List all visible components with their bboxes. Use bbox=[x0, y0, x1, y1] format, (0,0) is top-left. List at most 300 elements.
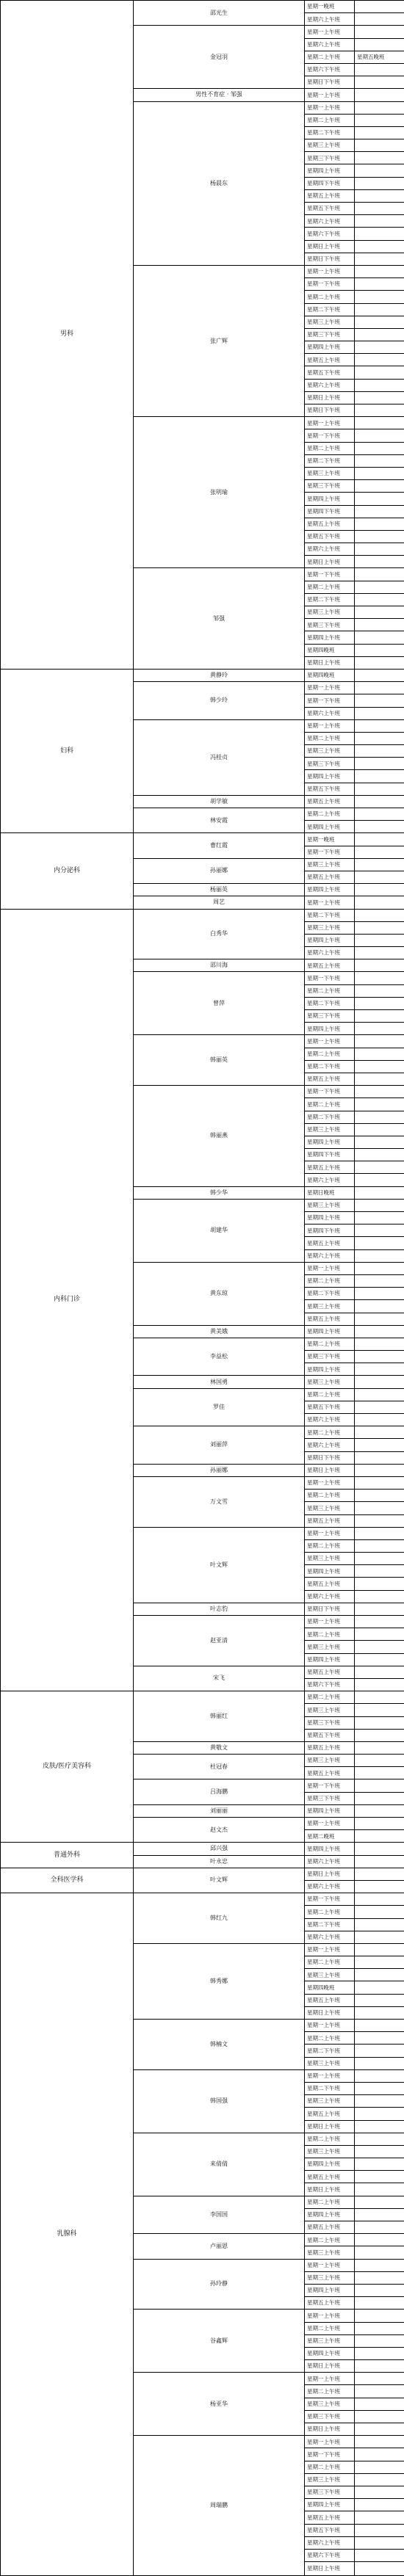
shift-cell: 星期二上午班 bbox=[305, 442, 355, 454]
shift-cell: 星期日下午班 bbox=[305, 1451, 355, 1464]
doctor-cell: 杨亚华 bbox=[134, 2373, 305, 2436]
empty-cell bbox=[355, 2297, 404, 2310]
schedule-row bbox=[1, 669, 404, 681]
shift-cell: 星期四下午班 bbox=[305, 1149, 355, 1161]
shift-cell: 星期日上午班 bbox=[305, 391, 355, 404]
doctor-cell: 韩红九 bbox=[134, 1893, 305, 1944]
shift-cell: 星期四上午班 bbox=[305, 2284, 355, 2296]
shift-cell: 星期一上午班 bbox=[305, 2373, 355, 2385]
doctor-cell: 叶文辉 bbox=[134, 1527, 305, 1603]
shift-cell: 星期二上午班 bbox=[305, 2322, 355, 2334]
shift-cell: 星期一下午班 bbox=[305, 1893, 355, 1906]
empty-cell bbox=[355, 2334, 404, 2347]
empty-cell bbox=[355, 1300, 404, 1313]
shift-cell: 星期二上午班 bbox=[305, 1426, 355, 1439]
empty-cell bbox=[355, 694, 404, 707]
empty-cell bbox=[355, 1262, 404, 1274]
empty-cell bbox=[355, 291, 404, 303]
shift-cell: 星期五上午班 bbox=[305, 1666, 355, 1678]
empty-cell bbox=[355, 2145, 404, 2158]
shift-cell: 星期一上午班 bbox=[305, 26, 355, 38]
empty-cell bbox=[355, 581, 404, 593]
empty-cell bbox=[355, 2322, 404, 2334]
empty-cell bbox=[355, 328, 404, 341]
empty-cell bbox=[355, 1641, 404, 1653]
shift-cell: 星期五上午班 bbox=[305, 1237, 355, 1249]
shift-cell: 星期日上午班 bbox=[305, 2562, 355, 2576]
doctor-cell: 冯桂贞 bbox=[134, 719, 305, 795]
empty-cell bbox=[355, 429, 404, 442]
empty-cell bbox=[355, 1490, 404, 1502]
empty-cell bbox=[355, 240, 404, 253]
empty-cell bbox=[355, 2095, 404, 2108]
empty-cell bbox=[355, 1414, 404, 1426]
empty-cell bbox=[355, 1691, 404, 1704]
empty-cell bbox=[355, 2133, 404, 2145]
shift-cell: 星期一下午班 bbox=[305, 278, 355, 291]
shift-cell: 星期五上午班 bbox=[305, 795, 355, 808]
shift-cell: 星期六上午班 bbox=[305, 38, 355, 51]
empty-cell bbox=[355, 1539, 404, 1552]
shift-cell: 星期五上午班 bbox=[305, 1514, 355, 1527]
shift-cell: 星期四上午班 bbox=[305, 770, 355, 783]
empty-cell bbox=[355, 1199, 404, 1211]
shift-cell: 星期六上午班 bbox=[305, 1414, 355, 1426]
department-cell: 全科医学科 bbox=[1, 1868, 134, 1893]
shift-cell: 星期四上午班 bbox=[305, 1653, 355, 1666]
empty-cell bbox=[355, 1716, 404, 1729]
empty-cell bbox=[355, 1086, 404, 1098]
shift-cell: 星期三下午班 bbox=[305, 1010, 355, 1023]
shift-cell: 星期日晚班 bbox=[305, 1186, 355, 1199]
shift-cell: 星期三上午班 bbox=[305, 1502, 355, 1514]
empty-cell bbox=[355, 1351, 404, 1363]
empty-cell bbox=[355, 341, 404, 354]
shift-cell: 星期四上午班 bbox=[305, 2499, 355, 2511]
empty-cell bbox=[355, 644, 404, 656]
shift-cell: 星期四上午班 bbox=[305, 884, 355, 896]
empty-cell bbox=[355, 164, 404, 177]
shift-cell: 星期三上午班 bbox=[305, 2145, 355, 2158]
shift-cell: 星期三上午班 bbox=[305, 467, 355, 479]
shift-cell: 星期三上午班 bbox=[305, 2095, 355, 2108]
empty-cell bbox=[355, 1288, 404, 1300]
empty-cell bbox=[355, 656, 404, 669]
shift-cell: 星期日上午班 bbox=[305, 656, 355, 669]
doctor-cell: 胡建华 bbox=[134, 1199, 305, 1262]
doctor-cell: 刘丽萍 bbox=[134, 1426, 305, 1465]
empty-cell bbox=[355, 152, 404, 164]
empty-cell bbox=[355, 2410, 404, 2423]
empty-cell bbox=[355, 2436, 404, 2448]
empty-cell bbox=[355, 947, 404, 959]
shift-cell: 星期三下午班 bbox=[305, 328, 355, 341]
doctor-cell: 刘丽丽 bbox=[134, 1804, 305, 1817]
doctor-cell: 谷鑫辉 bbox=[134, 2310, 305, 2373]
shift-cell: 星期三上午班 bbox=[305, 1755, 355, 1767]
empty-cell bbox=[355, 606, 404, 619]
empty-cell bbox=[355, 2045, 404, 2057]
empty-cell bbox=[355, 543, 404, 556]
shift-cell: 星期二上午班 bbox=[305, 114, 355, 126]
empty-cell bbox=[355, 303, 404, 316]
shift-cell: 星期一上午班 bbox=[305, 1476, 355, 1489]
shift-cell: 星期二上午班 bbox=[305, 2461, 355, 2473]
shift-cell: 星期二上午班 bbox=[305, 2234, 355, 2246]
empty-cell bbox=[355, 2082, 404, 2094]
doctor-cell: 万文雪 bbox=[134, 1476, 305, 1527]
empty-cell bbox=[355, 1628, 404, 1641]
empty-cell bbox=[355, 203, 404, 215]
shift-cell: 星期一上午班 bbox=[305, 682, 355, 694]
empty-cell bbox=[355, 1666, 404, 1678]
shift-cell: 星期一下午班 bbox=[305, 972, 355, 984]
doctor-cell: 黄静玲 bbox=[134, 669, 305, 681]
empty-cell bbox=[355, 1678, 404, 1691]
empty-cell bbox=[355, 984, 404, 997]
doctor-cell: 来倩倩 bbox=[134, 2133, 305, 2196]
shift-cell: 星期二下午班 bbox=[305, 2045, 355, 2057]
doctor-cell: 孙丽娜 bbox=[134, 858, 305, 883]
shift-cell: 星期二上午班 bbox=[305, 1628, 355, 1641]
empty-cell bbox=[355, 316, 404, 328]
shift-cell: 星期四上午班 bbox=[305, 631, 355, 644]
doctor-cell: 李国国 bbox=[134, 2196, 305, 2234]
shift-cell: 星期二上午班 bbox=[305, 2133, 355, 2145]
empty-cell bbox=[355, 1174, 404, 1186]
department-cell: 皮肤/医疗美容科 bbox=[1, 1691, 134, 1843]
empty-cell bbox=[355, 1918, 404, 1931]
shift-cell: 星期一上午班 bbox=[305, 2310, 355, 2322]
empty-cell bbox=[355, 2234, 404, 2246]
shift-cell: 星期六下午班 bbox=[305, 63, 355, 76]
shift-cell: 星期六上午班 bbox=[305, 1590, 355, 1603]
empty-cell bbox=[355, 2196, 404, 2208]
empty-cell bbox=[355, 2473, 404, 2486]
empty-cell bbox=[355, 354, 404, 366]
shift-cell: 星期一上午班 bbox=[305, 1035, 355, 1048]
empty-cell bbox=[355, 669, 404, 681]
doctor-cell: 杨晨东 bbox=[134, 101, 305, 265]
shift-cell: 星期日下午班 bbox=[305, 253, 355, 265]
shift-cell: 星期四上午班 bbox=[305, 1804, 355, 1817]
empty-cell bbox=[355, 189, 404, 202]
empty-cell bbox=[355, 2499, 404, 2511]
shift-cell: 星期日上午班 bbox=[305, 2183, 355, 2196]
empty-cell bbox=[355, 1779, 404, 1792]
empty-cell bbox=[355, 89, 404, 101]
empty-cell bbox=[355, 442, 404, 454]
shift-cell: 星期三下午班 bbox=[305, 2486, 355, 2498]
doctor-cell: 林安霞 bbox=[134, 808, 305, 833]
shift-cell: 星期六上午班 bbox=[305, 947, 355, 959]
empty-cell bbox=[355, 1212, 404, 1224]
shift-cell: 星期三上午班 bbox=[305, 745, 355, 758]
shift-cell: 星期三上午班 bbox=[305, 1300, 355, 1313]
shift-cell: 星期三下午班 bbox=[305, 1351, 355, 1363]
empty-cell bbox=[355, 707, 404, 719]
doctor-cell: 罗佳 bbox=[134, 1388, 305, 1426]
shift-cell: 星期一上午班 bbox=[305, 101, 355, 114]
empty-cell bbox=[355, 2120, 404, 2133]
shift-cell: 星期二上午班 bbox=[305, 1274, 355, 1287]
doctor-cell: 叶志豹 bbox=[134, 1603, 305, 1615]
shift-cell: 星期一上午班 bbox=[305, 719, 355, 732]
shift-cell: 星期三下午班 bbox=[305, 1716, 355, 1729]
shift-cell: 星期四上午班 bbox=[305, 2347, 355, 2359]
shift-cell: 星期四上午班 bbox=[305, 1325, 355, 1338]
empty-cell bbox=[355, 858, 404, 871]
shift-cell: 星期五上午班 bbox=[305, 1741, 355, 1754]
empty-cell bbox=[355, 1880, 404, 1893]
shift-cell: 星期二上午班 bbox=[305, 51, 355, 63]
shift-cell: 星期日下午班 bbox=[305, 404, 355, 417]
department-cell: 普通外科 bbox=[1, 1843, 134, 1868]
empty-cell bbox=[355, 114, 404, 126]
empty-cell bbox=[355, 1476, 404, 1489]
doctor-cell: 韩国强 bbox=[134, 2069, 305, 2133]
empty-cell bbox=[355, 391, 404, 404]
shift-cell: 星期五上午班 bbox=[305, 354, 355, 366]
shift-cell: 星期三下午班 bbox=[305, 619, 355, 631]
shift-cell: 星期三上午班 bbox=[305, 2057, 355, 2069]
empty-cell bbox=[355, 1893, 404, 1906]
empty-cell bbox=[355, 1603, 404, 1615]
shift-cell: 星期五下午班 bbox=[305, 203, 355, 215]
doctor-cell: 孙丽娜 bbox=[134, 1464, 305, 1476]
empty-cell bbox=[355, 1136, 404, 1148]
shift-cell: 星期日下午班 bbox=[305, 1603, 355, 1615]
shift-cell: 星期二上午班 bbox=[305, 2032, 355, 2045]
shift-cell: 星期三下午班 bbox=[305, 152, 355, 164]
shift-cell: 星期日上午班 bbox=[305, 2423, 355, 2436]
shift-cell: 星期一上午班 bbox=[305, 1818, 355, 1830]
shift-cell: 星期五上午班 bbox=[305, 959, 355, 972]
shift-cell: 星期一下午班 bbox=[305, 429, 355, 442]
shift-cell: 星期日上午班 bbox=[305, 1868, 355, 1880]
shift-cell: 星期日上午班 bbox=[305, 1464, 355, 1476]
department-cell: 乳腺科 bbox=[1, 1893, 134, 2576]
shift-cell: 星期二上午班 bbox=[305, 984, 355, 997]
shift-cell: 星期二上午班 bbox=[305, 1956, 355, 1969]
shift-cell: 星期四上午班 bbox=[305, 1212, 355, 1224]
shift-cell: 星期日上午班 bbox=[305, 2006, 355, 2019]
empty-cell bbox=[355, 366, 404, 379]
empty-cell bbox=[355, 1325, 404, 1338]
shift-cell: 星期日上午班 bbox=[305, 240, 355, 253]
shift-cell: 星期五上午班 bbox=[305, 1073, 355, 1085]
shift-cell: 星期五上午班 bbox=[305, 1313, 355, 1325]
shift-cell: 星期四上午班 bbox=[305, 821, 355, 833]
empty-cell bbox=[355, 13, 404, 26]
shift-cell: 星期六上午班 bbox=[305, 543, 355, 556]
shift-cell: 星期二下午班 bbox=[305, 126, 355, 139]
empty-cell bbox=[355, 1035, 404, 1048]
shift-cell: 星期五下午班 bbox=[305, 366, 355, 379]
shift-cell: 星期三下午班 bbox=[305, 2410, 355, 2423]
empty-cell bbox=[355, 1388, 404, 1401]
empty-cell bbox=[355, 2486, 404, 2498]
empty-cell bbox=[355, 2020, 404, 2032]
doctor-cell: 曾萍 bbox=[134, 972, 305, 1035]
shift-cell: 星期三下午班 bbox=[305, 1792, 355, 1804]
doctor-cell: 周瑞鹏 bbox=[134, 2436, 305, 2576]
empty-cell bbox=[355, 1313, 404, 1325]
doctor-cell: 白秀华 bbox=[134, 909, 305, 959]
empty-cell bbox=[355, 745, 404, 758]
empty-cell bbox=[355, 997, 404, 1009]
empty-cell bbox=[355, 2032, 404, 2045]
empty-cell bbox=[355, 2347, 404, 2359]
shift-cell: 星期日上午班 bbox=[305, 2360, 355, 2373]
shift-cell: 星期三上午班 bbox=[305, 2334, 355, 2347]
empty-cell bbox=[355, 1830, 404, 1843]
doctor-cell: 杨丽英 bbox=[134, 884, 305, 896]
shift-cell: 星期六上午班 bbox=[305, 215, 355, 228]
empty-cell bbox=[355, 2511, 404, 2524]
empty-cell bbox=[355, 1439, 404, 1451]
empty-cell bbox=[355, 379, 404, 391]
shift-cell: 星期五晚班 bbox=[355, 51, 404, 63]
shift-cell: 星期六下午班 bbox=[305, 228, 355, 240]
shift-cell: 星期二上午班 bbox=[305, 581, 355, 593]
shift-cell: 星期四上午班 bbox=[305, 934, 355, 946]
empty-cell bbox=[355, 417, 404, 429]
empty-cell bbox=[355, 2448, 404, 2461]
empty-cell bbox=[355, 2360, 404, 2373]
shift-cell: 星期五上午班 bbox=[305, 1994, 355, 2006]
empty-cell bbox=[355, 1338, 404, 1350]
empty-cell bbox=[355, 1578, 404, 1590]
empty-cell bbox=[355, 568, 404, 581]
doctor-cell: 黄美娥 bbox=[134, 1325, 305, 1338]
empty-cell bbox=[355, 1023, 404, 1035]
shift-cell: 星期六上午班 bbox=[305, 1439, 355, 1451]
doctor-cell: 叶永忠 bbox=[134, 1855, 305, 1868]
empty-cell bbox=[355, 1048, 404, 1060]
empty-cell bbox=[355, 2259, 404, 2271]
shift-cell: 星期二上午班 bbox=[305, 1098, 355, 1111]
empty-cell bbox=[355, 1123, 404, 1136]
empty-cell bbox=[355, 732, 404, 744]
shift-cell: 星期一下午班 bbox=[305, 694, 355, 707]
empty-cell bbox=[355, 921, 404, 934]
shift-cell: 星期二下午班 bbox=[305, 593, 355, 606]
empty-cell bbox=[355, 833, 404, 846]
doctor-cell: 赵亚清 bbox=[134, 1616, 305, 1666]
shift-cell: 星期四上午班 bbox=[305, 2158, 355, 2171]
empty-cell bbox=[355, 139, 404, 152]
shift-cell: 星期一上午班 bbox=[305, 2020, 355, 2032]
shift-cell: 星期五上午班 bbox=[305, 1578, 355, 1590]
empty-cell bbox=[355, 1729, 404, 1741]
empty-cell bbox=[355, 1956, 404, 1969]
shift-cell: 星期六上午班 bbox=[305, 2536, 355, 2549]
shift-cell: 星期二上午班 bbox=[305, 1906, 355, 1918]
doctor-cell: 韩少华 bbox=[134, 1186, 305, 1199]
shift-cell: 星期二下午班 bbox=[305, 303, 355, 316]
empty-cell bbox=[355, 1906, 404, 1918]
shift-cell: 星期二下午班 bbox=[305, 1918, 355, 1931]
doctor-cell: 韩楠文 bbox=[134, 2020, 305, 2070]
doctor-cell: 孙玲静 bbox=[134, 2259, 305, 2310]
empty-cell bbox=[355, 2524, 404, 2536]
empty-cell bbox=[355, 505, 404, 518]
empty-cell bbox=[355, 1237, 404, 1249]
shift-cell: 星期六上午班 bbox=[305, 1931, 355, 1943]
doctor-cell: 韩秀娜 bbox=[134, 1943, 305, 2019]
empty-cell bbox=[355, 2385, 404, 2398]
empty-cell bbox=[355, 530, 404, 543]
empty-cell bbox=[355, 1755, 404, 1767]
empty-cell bbox=[355, 1514, 404, 1527]
shift-cell: 星期五上午班 bbox=[305, 189, 355, 202]
empty-cell bbox=[355, 1804, 404, 1817]
empty-cell bbox=[355, 2549, 404, 2561]
department-cell: 内分泌科 bbox=[1, 833, 134, 909]
shift-cell: 星期三上午班 bbox=[305, 606, 355, 619]
schedule-body bbox=[1, 1, 404, 2576]
shift-cell: 星期三上午班 bbox=[305, 1376, 355, 1388]
empty-cell bbox=[355, 1590, 404, 1603]
shift-cell: 星期三上午班 bbox=[305, 2473, 355, 2486]
shift-cell: 星期三上午班 bbox=[305, 316, 355, 328]
shift-cell: 星期五上午班 bbox=[305, 518, 355, 530]
doctor-cell: 韩少玲 bbox=[134, 682, 305, 720]
empty-cell bbox=[355, 1994, 404, 2006]
empty-cell bbox=[355, 2461, 404, 2473]
shift-cell: 星期三上午班 bbox=[305, 921, 355, 934]
shift-cell: 星期二上午班 bbox=[305, 1490, 355, 1502]
empty-cell bbox=[355, 76, 404, 89]
empty-cell bbox=[355, 2158, 404, 2171]
shift-cell: 星期二上午班 bbox=[305, 1539, 355, 1552]
empty-cell bbox=[355, 265, 404, 277]
shift-cell: 星期三上午班 bbox=[305, 2271, 355, 2284]
shift-cell: 星期日上午班 bbox=[305, 2120, 355, 2133]
empty-cell bbox=[355, 719, 404, 732]
shift-cell: 星期六上午班 bbox=[305, 1855, 355, 1868]
doctor-cell: 叶文辉 bbox=[134, 1868, 305, 1893]
shift-cell: 星期四上午班 bbox=[305, 1136, 355, 1148]
shift-cell: 星期二上午班 bbox=[305, 1048, 355, 1060]
shift-cell: 星期二下午班 bbox=[305, 2082, 355, 2094]
schedule-row bbox=[1, 1843, 404, 1855]
empty-cell bbox=[355, 2373, 404, 2385]
shift-cell: 星期三上午班 bbox=[305, 1553, 355, 1565]
empty-cell bbox=[355, 1741, 404, 1754]
shift-cell: 星期五上午班 bbox=[305, 1161, 355, 1174]
empty-cell bbox=[355, 1111, 404, 1123]
doctor-cell: 林国勇 bbox=[134, 1376, 305, 1388]
doctor-cell: 赵文杰 bbox=[134, 1818, 305, 1843]
shift-cell: 星期二上午班 bbox=[305, 732, 355, 744]
schedule-row bbox=[1, 1, 404, 13]
empty-cell bbox=[355, 2208, 404, 2221]
shift-cell: 星期四下午班 bbox=[305, 505, 355, 518]
doctor-cell: 卢丽恩 bbox=[134, 2234, 305, 2259]
shift-cell: 星期一晚班 bbox=[305, 1, 355, 13]
department-cell: 妇科 bbox=[1, 669, 134, 832]
empty-cell bbox=[355, 1855, 404, 1868]
empty-cell bbox=[355, 1249, 404, 1262]
shift-cell: 星期三上午班 bbox=[305, 2246, 355, 2259]
shift-cell: 星期一下午班 bbox=[305, 1086, 355, 1098]
shift-cell: 星期二下午班 bbox=[305, 1060, 355, 1073]
shift-cell: 星期五上午班 bbox=[305, 2511, 355, 2524]
shift-cell: 星期一上午班 bbox=[305, 1943, 355, 1956]
doctor-cell: 胡学敏 bbox=[134, 795, 305, 808]
